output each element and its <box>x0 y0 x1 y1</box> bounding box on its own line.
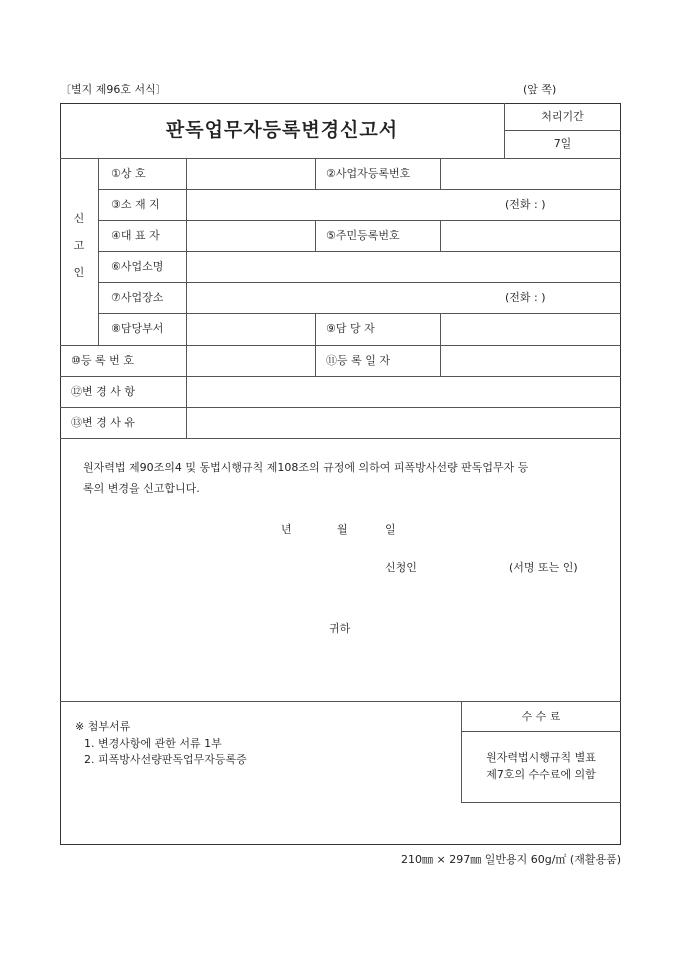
paper-spec-footer: 210㎜ × 297㎜ 일반용지 60g/㎡ (재활용품) <box>401 853 621 866</box>
applicant-char-1: 신 <box>73 212 85 225</box>
business-reg-no-label: ②사업자등록번호 <box>326 167 411 180</box>
form-title: 판독업무자등록변경신고서 <box>165 119 399 141</box>
date-month: 월 <box>337 523 348 536</box>
fee-text-line-2: 제7호의 수수료에 의함 <box>486 768 596 781</box>
declaration-line-1: 원자력법 제90조의4 및 동법시행규칙 제108조의 규정에 의하여 피폭방사선량 판독업무자 등 <box>83 461 529 474</box>
site-phone: (전화 : ) <box>505 291 546 304</box>
signature-label: (서명 또는 인) <box>509 561 578 574</box>
processing-period-label: 처리기간 <box>541 110 584 123</box>
fee-label: 수 수 료 <box>521 710 561 723</box>
attachment-item: 2. 피폭방사선량판독업무자등록증 <box>84 753 247 766</box>
form-frame <box>60 103 621 845</box>
page-side-label: (앞 쪽) <box>523 83 557 96</box>
person-in-charge-label: ⑨담 당 자 <box>326 322 375 335</box>
attachment-item: 1. 변경사항에 관한 서류 1부 <box>84 737 222 750</box>
applicant-group-label <box>60 213 98 278</box>
applicant-char-3: 인 <box>73 266 85 279</box>
form-number-label: 〔별지 제96호 서식〕 <box>60 83 167 96</box>
applicant-char-2: 고 <box>73 239 85 252</box>
address-label: ③소 재 지 <box>111 198 160 211</box>
change-items-label: ⑫변 경 사 항 <box>71 385 135 398</box>
reg-date-label: ⑪등 록 일 자 <box>326 354 390 367</box>
processing-period-value: 7일 <box>553 137 572 150</box>
change-reason-label: ⑬변 경 사 유 <box>71 416 135 429</box>
business-name-label: ⑥사업소명 <box>111 260 164 273</box>
date-year: 년 <box>281 523 292 536</box>
fee-text-line-1: 원자력법시행규칙 별표 <box>486 751 596 764</box>
resident-reg-no-label: ⑤주민등록번호 <box>326 229 400 242</box>
business-site-label: ⑦사업장소 <box>111 291 164 304</box>
applicant-label: 신청인 <box>385 561 417 574</box>
addressee-label: 귀하 <box>329 622 351 635</box>
trade-name-label: ①상 호 <box>111 167 146 180</box>
date-day: 일 <box>385 523 396 536</box>
attachments-heading: ※ 첨부서류 <box>75 720 131 733</box>
address-phone: (전화 : ) <box>505 198 546 211</box>
representative-label: ④대 표 자 <box>111 229 160 242</box>
declaration-line-2: 록의 변경을 신고합니다. <box>83 482 200 495</box>
reg-no-label: ⑩등 록 번 호 <box>71 354 134 367</box>
department-label: ⑧담당부서 <box>111 322 164 335</box>
